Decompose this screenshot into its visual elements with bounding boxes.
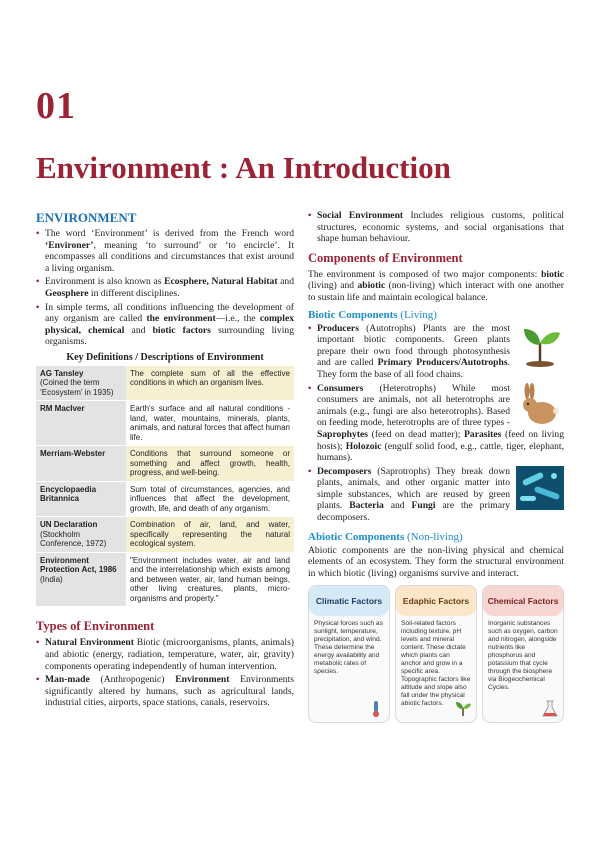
definition-text: Combination of air, land, and water, specifically representing the natural ecological system. — [126, 517, 294, 553]
section-heading-components: Components of Environment — [308, 250, 463, 265]
definition-source: UN Declaration (Stockholm Conference, 1972) — [36, 517, 126, 553]
environment-bullets — [36, 228, 294, 348]
card-text: Physical forces such as sunlight, temperature, precipitation, and wind. These determine the energy availability and metabolic rates of species. — [314, 620, 383, 676]
abiotic-text: Abiotic components are the non-living physical and chemical elements of an ecosystem. They form the structural environment in which biotic (living) organisms survive and interact. — [308, 544, 564, 579]
list-item: • Social Environment Includes religious customs, political structures, economic systems, and social organisations that shape human behaviour. — [308, 210, 564, 245]
definition-text: "Environment includes water, air and land and the interrelationship which exists among and between water, air, land human beings, other living creatures, plants, micro-organisms and property." — [126, 552, 294, 607]
list-item: • Environment is also known as Ecosphere, Natural Habitat and Geosphere in different disciplines. — [36, 276, 294, 299]
list-item: • Consumers (Heterotrophs) While most consumers are animals, not all heterotrophs are animals (e.g., fungi are also heterotrophs). Based on feeding mode, heterotrophs are of three types - Saprophytes (feed on dead matter); Parasites (feed on living hosts); Holozoic (engulf solid food, e.g., cattle, tiger, elephant, humans). — [308, 383, 564, 464]
section-heading-environment: ENVIRONMENT — [36, 210, 137, 225]
chapter-title: Environment : An Introduction — [36, 150, 451, 185]
right-column — [308, 210, 564, 723]
card-text: Inorganic substances such as oxygen, carbon and nitrogen, alongside nutrients like phosphorus and potassium that cycle through the biosphere via Biogeochemical Cycles. — [488, 620, 558, 692]
list-item: • Man-made (Anthropogenic) Environment Environments significantly altered by humans, such as agricultural lands, industrial cities, airports, space stations, canals, reservoirs. — [36, 674, 294, 709]
definition-text: Earth's surface and all natural conditions - land, water, mountains, minerals, plants, animals, and natural forces that affect human life. — [126, 401, 294, 446]
list-item: • The word ‘Environment’ is derived from the French word ‘Environer’, meaning ‘to surround’ or ‘to encircle’. It encompasses all conditions and circumstances that exist around a living organism. — [36, 228, 294, 274]
seedling-icon — [516, 323, 564, 367]
table-row — [36, 366, 294, 401]
table-row — [36, 401, 294, 446]
subheading-biotic: Biotic Components (Living) — [308, 308, 437, 321]
flask-icon — [541, 700, 559, 718]
components-intro: The environment is composed of two major components: biotic (living) and abiotic (non-living) which interact with one another to sustain life and maintain ecological balance. — [308, 268, 564, 303]
list-item: • Producers (Autotrophs) Plants are the most important biotic components. Green plants prepare their own food through photosynthesis and are called Primary Producers/Autotrophs. They form the base of all food chains. — [308, 323, 564, 381]
social-list — [308, 210, 564, 245]
bacteria-icon — [516, 466, 564, 510]
abiotic-cards — [308, 585, 564, 723]
biotic-list — [308, 323, 564, 524]
card-chemical — [482, 585, 564, 723]
thermometer-icon — [367, 700, 385, 718]
card-title: Climatic Factors — [309, 586, 389, 616]
definition-text: The complete sum of all the effective conditions in which an organism lives. — [126, 366, 294, 401]
definition-source: Environment Protection Act, 1986 (India) — [36, 552, 126, 607]
card-title: Chemical Factors — [483, 586, 563, 616]
card-edaphic — [395, 585, 477, 723]
chapter-number: 01 — [36, 85, 76, 127]
table-row — [36, 517, 294, 553]
definitions-table — [36, 366, 294, 608]
list-item: • In simple terms, all conditions influencing the development of any organism are called the environment—i.e., the complex physical, chemical and biotic factors surrounding living organisms. — [36, 302, 294, 348]
list-item: • Decomposers (Saprotrophs) They break down plants, animals, and other organic matter into simple substances, which are reused by green plants. Bacteria and Fungi are the primary decomposers. — [308, 466, 564, 524]
sprout-icon — [454, 700, 472, 718]
subheading-abiotic: Abiotic Components (Non-living) — [308, 530, 463, 543]
list-item: • Natural Environment Biotic (microorganisms, plants, animals) and abiotic (energy, radiation, temperature, water, air, gravity) components operating independently of human intervention. — [36, 637, 294, 672]
definition-text: Conditions that surround someone or something and affect growth, health, progress, and well-being. — [126, 446, 294, 482]
table-row — [36, 446, 294, 482]
definition-source: RM MacIver — [36, 401, 126, 446]
table-row — [36, 481, 294, 517]
left-column — [36, 210, 294, 711]
card-climatic — [308, 585, 390, 723]
card-title: Edaphic Factors — [396, 586, 476, 616]
definition-text: Sum total of circumstances, agencies, and influences that affect the development, growth, life, and death of any organism. — [126, 481, 294, 517]
table-row — [36, 552, 294, 607]
card-text: Soil-related factors including texture, pH levels and mineral content. These dictate which plants can anchor and grow in a specific area. Topographic factors like altitude and slope also fall under the physical abiotic factors. — [401, 620, 471, 708]
table-title: Key Definitions / Descriptions of Environment — [66, 351, 264, 363]
section-heading-types: Types of Environment — [36, 619, 155, 634]
types-list — [36, 637, 294, 709]
definition-source: AG Tansley (Coined the term ‘Ecosystem’ in 1935) — [36, 366, 126, 401]
rabbit-icon — [516, 383, 564, 427]
definition-source: Encyclopaedia Britannica — [36, 481, 126, 517]
definition-source: Merriam-Webster — [36, 446, 126, 482]
